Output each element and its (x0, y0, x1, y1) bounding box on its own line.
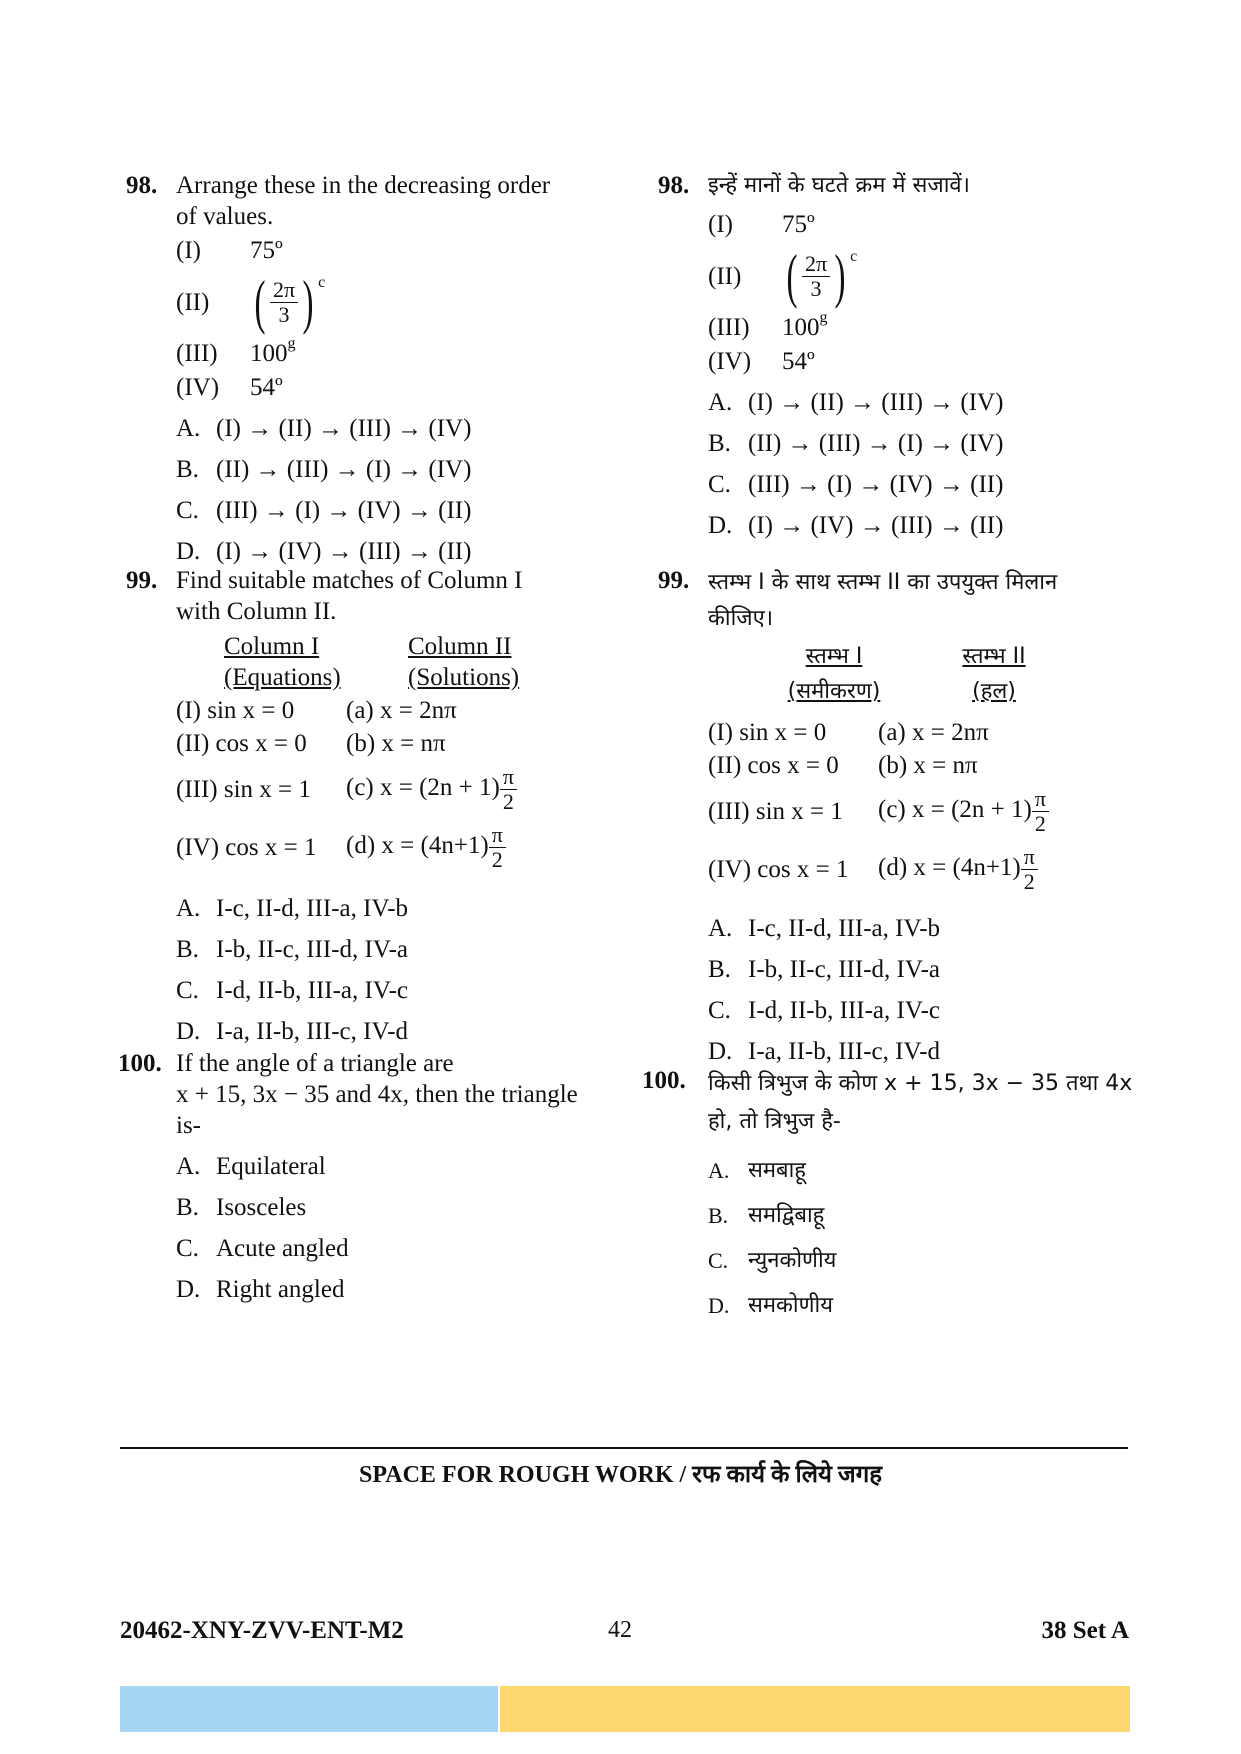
question-text: of values. (176, 203, 274, 230)
set-label: 38 Set A (1041, 1617, 1129, 1644)
value-item: (III) 100 g (708, 309, 828, 341)
fraction-expression: ( $\frac{2\pi}{3}$ ) c (786, 243, 858, 309)
question-text: कीजिए। (708, 606, 774, 631)
option-a[interactable]: A. (I) → (II) → (III) → (IV) (708, 389, 1004, 416)
question-text: हो, तो त्रिभुज है- (708, 1109, 841, 1134)
value-item: (I) 75º (176, 237, 283, 264)
question-text: is- (176, 1112, 201, 1139)
question-text: Find suitable matches of Column I (176, 567, 523, 594)
option-b[interactable]: B. I-b, II-c, III-d, IV-a (708, 956, 941, 983)
match-row: (II) cos x = 0 (b) x = nπ (708, 752, 978, 779)
option-c[interactable]: C. न्युनकोणीय (708, 1248, 837, 1273)
question-98-hi (650, 170, 1150, 540)
value-item: (II) ( $\frac{2\pi}{3}$ ) c (176, 269, 326, 335)
option-b[interactable]: B. (II) → (III) → (I) → (IV) (176, 456, 472, 483)
question-text: If the angle of a triangle are (176, 1050, 454, 1077)
rough-work-label: SPACE FOR ROUGH WORK / रफ कार्य के लिये जगह (359, 1462, 882, 1488)
value-item: (IV) 54º (708, 348, 815, 375)
option-a[interactable]: A. (I) → (II) → (III) → (IV) (176, 415, 472, 442)
match-row: (IV) cos x = 1 (d) x = (4n+1) $\frac{\pi}{2}$ (176, 819, 618, 875)
hindi-column (642, 170, 1150, 1321)
match-row: (III) sin x = 1 (c) x = (2n + 1) $\frac{\pi}{2}$ (176, 761, 618, 817)
question-100-en (118, 1048, 618, 1305)
footer-bar-blue (120, 1686, 498, 1732)
match-row: (I) sin x = 0 (a) x = 2nπ (708, 719, 989, 746)
option-a[interactable]: A. I-c, II-d, III-a, IV-b (708, 915, 941, 942)
value-item: (IV) 54º (176, 374, 283, 401)
option-d[interactable]: D. I-a, II-b, III-c, IV-d (176, 1018, 409, 1045)
option-a[interactable]: A. I-c, II-d, III-a, IV-b (176, 895, 409, 922)
question-98-en (118, 170, 618, 565)
page-number: 42 (608, 1617, 632, 1643)
option-d[interactable]: D. Right angled (176, 1276, 345, 1303)
question-number: 99. (126, 567, 158, 594)
question-number: 99. (658, 567, 690, 594)
question-99-hi (650, 565, 1150, 1065)
paper-code: 20462-XNY-ZVV-ENT-M2 (120, 1617, 404, 1644)
question-text: x + 15, 3x − 35 and 4x, then the triangle (176, 1081, 578, 1108)
footer-bar-yellow (500, 1686, 1130, 1732)
question-text: with Column II. (176, 598, 337, 625)
option-b[interactable]: B. I-b, II-c, III-d, IV-a (176, 936, 409, 963)
question-text: किसी त्रिभुज के कोण x + 15, 3x − 35 तथा 4x (708, 1071, 1133, 1096)
question-number: 98. (658, 172, 690, 199)
option-c[interactable]: C. I-d, II-b, III-a, IV-c (176, 977, 409, 1004)
question-100-hi (642, 1065, 1150, 1321)
question-number: 100. (118, 1050, 162, 1077)
question-text: Arrange these in the decreasing order (176, 172, 551, 199)
match-table-header: स्तम्भ I (समीकरण) स्तम्भ II (हल) (787, 644, 1026, 704)
value-item: (I) 75º (708, 211, 815, 238)
match-row: (III) sin x = 1 (c) x = (2n + 1) $\frac{\pi}{2}$ (708, 783, 1150, 839)
option-b[interactable]: B. (II) → (III) → (I) → (IV) (708, 430, 1004, 457)
question-99-en (118, 565, 618, 1045)
option-c[interactable]: C. (III) → (I) → (IV) → (II) (176, 497, 472, 524)
english-column (118, 170, 618, 1305)
option-d[interactable]: D. (I) → (IV) → (III) → (II) (708, 512, 1004, 539)
value-item: (III) 100 g (176, 335, 296, 367)
option-c[interactable]: C. I-d, II-b, III-a, IV-c (708, 997, 941, 1024)
option-c[interactable]: C. Acute angled (176, 1235, 349, 1262)
option-a[interactable]: A. Equilateral (176, 1153, 326, 1180)
question-number: 98. (126, 172, 158, 199)
match-row: (I) sin x = 0 (a) x = 2nπ (176, 697, 457, 724)
divider-rule (120, 1447, 1128, 1449)
fraction-expression: ( $\frac{2\pi}{3}$ ) c (254, 269, 326, 335)
question-number: 100. (642, 1067, 686, 1094)
option-b[interactable]: B. Isosceles (176, 1194, 307, 1221)
option-a[interactable]: A. समबाहू (708, 1158, 806, 1183)
option-c[interactable]: C. (III) → (I) → (IV) → (II) (708, 471, 1004, 498)
option-d[interactable]: D. समकोणीय (708, 1293, 833, 1318)
match-table-header: Column I (Equations) Column II (Solutions) (224, 633, 520, 691)
option-d[interactable]: D. I-a, II-b, III-c, IV-d (708, 1038, 941, 1065)
question-text: स्तम्भ I के साथ स्तम्भ II का उपयुक्त मिलान (708, 570, 1058, 595)
value-item: (II) ( $\frac{2\pi}{3}$ ) c (708, 243, 858, 309)
question-text: इन्हें मानों के घटते क्रम में सजावें। (708, 173, 970, 198)
option-b[interactable]: B. समद्विबाहू (708, 1203, 825, 1228)
match-row: (IV) cos x = 1 (d) x = (4n+1) $\frac{\pi}{2}$ (708, 841, 1150, 897)
match-row: (II) cos x = 0 (b) x = nπ (176, 730, 446, 757)
option-d[interactable]: D. (I) → (IV) → (III) → (II) (176, 538, 472, 565)
